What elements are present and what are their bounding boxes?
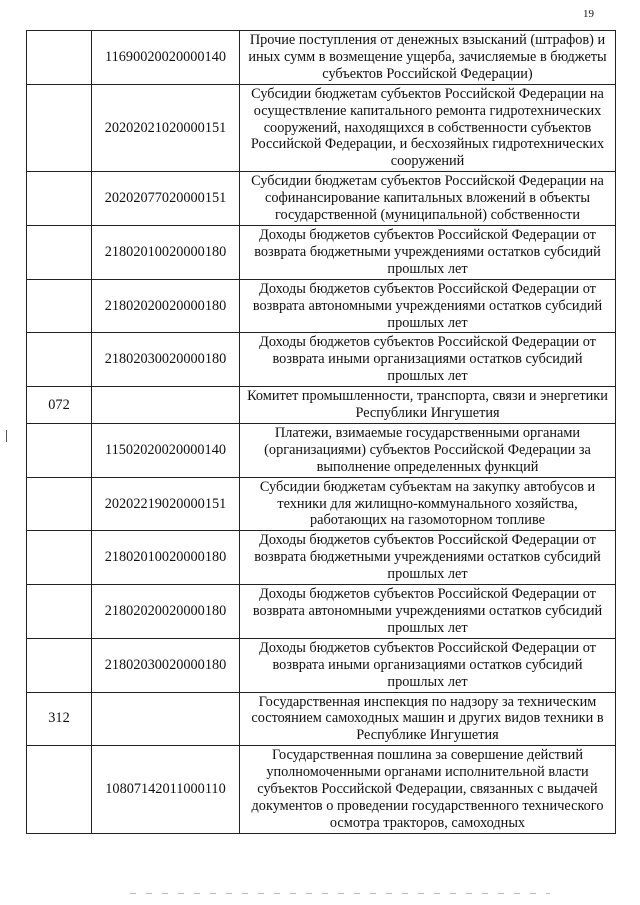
kbk-code-cell: 20202077020000151 xyxy=(92,172,240,226)
admin-code-cell xyxy=(27,31,92,85)
table-row xyxy=(27,333,616,387)
kbk-code-cell: 10807142011000110 xyxy=(92,746,240,834)
table-row xyxy=(27,638,616,692)
table-row xyxy=(27,387,616,424)
table-row xyxy=(27,279,616,333)
kbk-code-cell: 21802030020000180 xyxy=(92,333,240,387)
revenue-name-cell: Субсидии бюджетам субъектов Российской Федерации на софинансирование капитальных вложений в объекты государственной (муниципальной) собственности xyxy=(240,172,616,226)
table-row xyxy=(27,746,616,834)
kbk-code-cell: 11502020020000140 xyxy=(92,423,240,477)
kbk-code-cell: 21802010020000180 xyxy=(92,225,240,279)
revenue-name-cell: Доходы бюджетов субъектов Российской Федерации от возврата автономными учреждениями остатков субсидий прошлых лет xyxy=(240,279,616,333)
admin-code-cell: 072 xyxy=(27,387,92,424)
revenue-classification-table xyxy=(26,30,616,834)
kbk-code-cell: 21802020020000180 xyxy=(92,279,240,333)
kbk-code-cell: 21802020020000180 xyxy=(92,585,240,639)
kbk-code-cell: 20202021020000151 xyxy=(92,84,240,172)
admin-code-cell xyxy=(27,225,92,279)
admin-code-cell xyxy=(27,638,92,692)
table-body xyxy=(27,31,616,834)
revenue-name-cell: Доходы бюджетов субъектов Российской Федерации от возврата иными организациями остатков субсидий прошлых лет xyxy=(240,638,616,692)
kbk-code-cell xyxy=(92,692,240,746)
kbk-code-cell: 21802030020000180 xyxy=(92,638,240,692)
admin-code-cell xyxy=(27,531,92,585)
admin-code-cell xyxy=(27,477,92,531)
revenue-name-cell: Доходы бюджетов субъектов Российской Федерации от возврата бюджетными учреждениями остатков субсидий прошлых лет xyxy=(240,225,616,279)
admin-code-cell xyxy=(27,585,92,639)
admin-code-cell: 312 xyxy=(27,692,92,746)
table-row xyxy=(27,585,616,639)
kbk-code-cell: 21802010020000180 xyxy=(92,531,240,585)
revenue-name-cell: Комитет промышленности, транспорта, связи и энергетики Республики Ингушетия xyxy=(240,387,616,424)
kbk-code-cell: 20202219020000151 xyxy=(92,477,240,531)
table-row xyxy=(27,31,616,85)
revenue-name-cell: Субсидии бюджетам субъектов Российской Федерации на осуществление капитального ремонта гидротехнических сооружений, находящихся в собственности субъектов Российской Федерации, и бесхозяйных гидротехнических сооружений xyxy=(240,84,616,172)
scan-artifact xyxy=(130,893,550,894)
table-row xyxy=(27,172,616,226)
revenue-name-cell: Доходы бюджетов субъектов Российской Федерации от возврата бюджетными учреждениями остатков субсидий прошлых лет xyxy=(240,531,616,585)
admin-code-cell xyxy=(27,423,92,477)
admin-code-cell xyxy=(27,172,92,226)
revenue-name-cell: Государственная пошлина за совершение действий уполномоченными органами исполнительной власти субъектов Российской Федерации, связанных с выдачей документов о проведении государственного технического осмотра тракторов, самоходных xyxy=(240,746,616,834)
margin-mark xyxy=(6,430,7,442)
admin-code-cell xyxy=(27,333,92,387)
revenue-name-cell: Прочие поступления от денежных взысканий (штрафов) и иных сумм в возмещение ущерба, зачисляемые в бюджеты субъектов Российской Федерации) xyxy=(240,31,616,85)
revenue-name-cell: Государственная инспекция по надзору за техническим состоянием самоходных машин и других видов техники в Республике Ингушетия xyxy=(240,692,616,746)
table-row xyxy=(27,692,616,746)
table-row xyxy=(27,477,616,531)
table-row xyxy=(27,531,616,585)
revenue-name-cell: Доходы бюджетов субъектов Российской Федерации от возврата автономными учреждениями остатков субсидий прошлых лет xyxy=(240,585,616,639)
table-row xyxy=(27,225,616,279)
table-row xyxy=(27,423,616,477)
table-row xyxy=(27,84,616,172)
revenue-name-cell: Доходы бюджетов субъектов Российской Федерации от возврата иными организациями остатков субсидий прошлых лет xyxy=(240,333,616,387)
kbk-code-cell: 11690020020000140 xyxy=(92,31,240,85)
page-number: 19 xyxy=(583,8,594,20)
admin-code-cell xyxy=(27,279,92,333)
admin-code-cell xyxy=(27,746,92,834)
revenue-name-cell: Субсидии бюджетам субъектам на закупку автобусов и техники для жилищно-коммунального хозяйства, работающих на газомоторном топливе xyxy=(240,477,616,531)
admin-code-cell xyxy=(27,84,92,172)
revenue-name-cell: Платежи, взимаемые государственными органами (организациями) субъектов Российской Федерации за выполнение определенных функций xyxy=(240,423,616,477)
kbk-code-cell xyxy=(92,387,240,424)
